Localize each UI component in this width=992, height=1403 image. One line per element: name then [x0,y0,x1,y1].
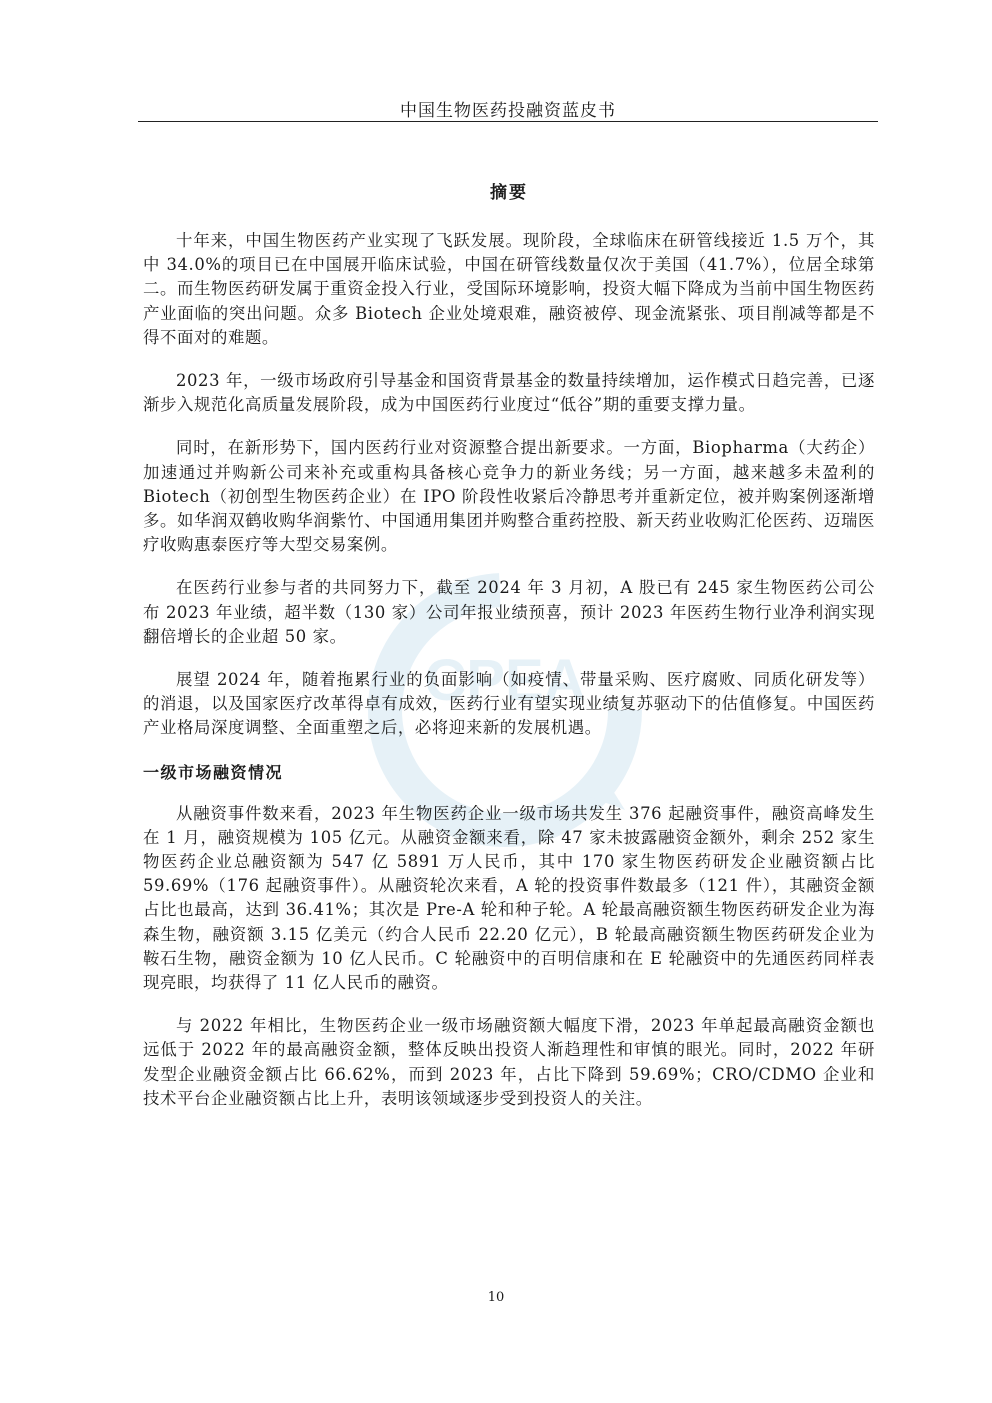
abstract-paragraph-3: 同时，在新形势下，国内医药行业对资源整合提出新要求。一方面，Biopharma（大药企）加速通过并购新公司来补充或重构具备核心竞争力的新业务线；另一方面，越来越多未盈利的 Biotech（初创型生物医药企业）在 IPO 阶段性收紧后冷静思考并重新定位，被并购案例逐渐增多。如华润双鹤收购华润紫竹、中国通用集团并购整合重药控股、新天药业收购汇伦医药、迈瑞医疗收购惠泰医疗等大型交易案例。 [143,438,875,555]
abstract-paragraph-4: 在医药行业参与者的共同努力下，截至 2024 年 3 月初，A 股已有 245 家生物医药公司公布 2023 年业绩，超半数（130 家）公司年报业绩预喜，预计 2023 年医药生物行业净利润实现翻倍增长的企业超 50 家。 [143,578,875,646]
section-title-primary-market: 一级市场融资情况 [143,762,284,782]
section-paragraph-1: 从融资事件数来看，2023 年生物医药企业一级市场共发生 376 起融资事件，融资高峰发生在 1 月，融资规模为 105 亿元。从融资金额来看，除 47 家未披露融资金额外，剩余 252 家生物医药企业总融资额为 547 亿 5891 万人民币，其中 170 家生物医药研发企业融资额占比 59.69%（176 起融资事件）。从融资轮次来看，A 轮的投资事件数最多（121 件），其融资金额占比也最高，达到 36.41%；其次是 Pre-A 轮和种子轮。A 轮最高融资额生物医药研发企业为海森生物，融资额 3.15 亿美元（约合人民币 22.20 亿元），B 轮最高融资额生物医药研发企业为鞍石生物，融资金额为 10 亿人民币。C 轮融资中的百明信康和在 E 轮融资中的先通医药同样表现亮眼，均获得了 11 亿人民币的融资。 [143,803,875,993]
header-divider [138,121,878,122]
abstract-paragraph-2: 2023 年，一级市场政府引导基金和国资背景基金的数量持续增加，运作模式日趋完善，已逐渐步入规范化高质量发展阶段，成为中国医药行业度过“低谷”期的重要支撑力量。 [143,371,875,415]
abstract-paragraph-5: 展望 2024 年，随着拖累行业的负面影响（如疫情、带量采购、医疗腐败、同质化研发等）的消退，以及国家医疗改革得卓有成效，医药行业有望实现业绩复苏驱动下的估值修复。中国医药产业格局深度调整、全面重塑之后，必将迎来新的发展机遇。 [143,670,875,738]
page-header-title: 中国生物医药投融资蓝皮书 [400,101,616,121]
abstract-title: 摘要 [490,183,528,203]
main-content [143,178,875,1130]
section-paragraph-2: 与 2022 年相比，生物医药企业一级市场融资额大幅度下滑，2023 年单起最高融资金额也远低于 2022 年的最高融资金额，整体反映出投资人渐趋理性和审慎的眼光。同时，2022 年研发型企业融资金额占比 66.62%，而到 2023 年，占比下降到 59.69%；CRO/CDMO 企业和技术平台企业融资额占比上升，表明该领域逐步受到投资人的关注。 [143,1016,875,1108]
page-number: 10 [487,1290,505,1305]
abstract-paragraph-1: 十年来，中国生物医药产业实现了飞跃发展。现阶段，全球临床在研管线接近 1.5 万个，其中 34.0%的项目已在中国展开临床试验，中国在研管线数量仅次于美国（41.7%），位居全球第二。而生物医药研发属于重资金投入行业，受国际环境影响，投资大幅下降成为当前中国生物医药产业面临的突出问题。众多 Biotech 企业处境艰难，融资被停、现金流紧张、项目削减等都是不得不面对的难题。 [143,231,875,347]
watermark-text: CPEA [424,648,586,713]
